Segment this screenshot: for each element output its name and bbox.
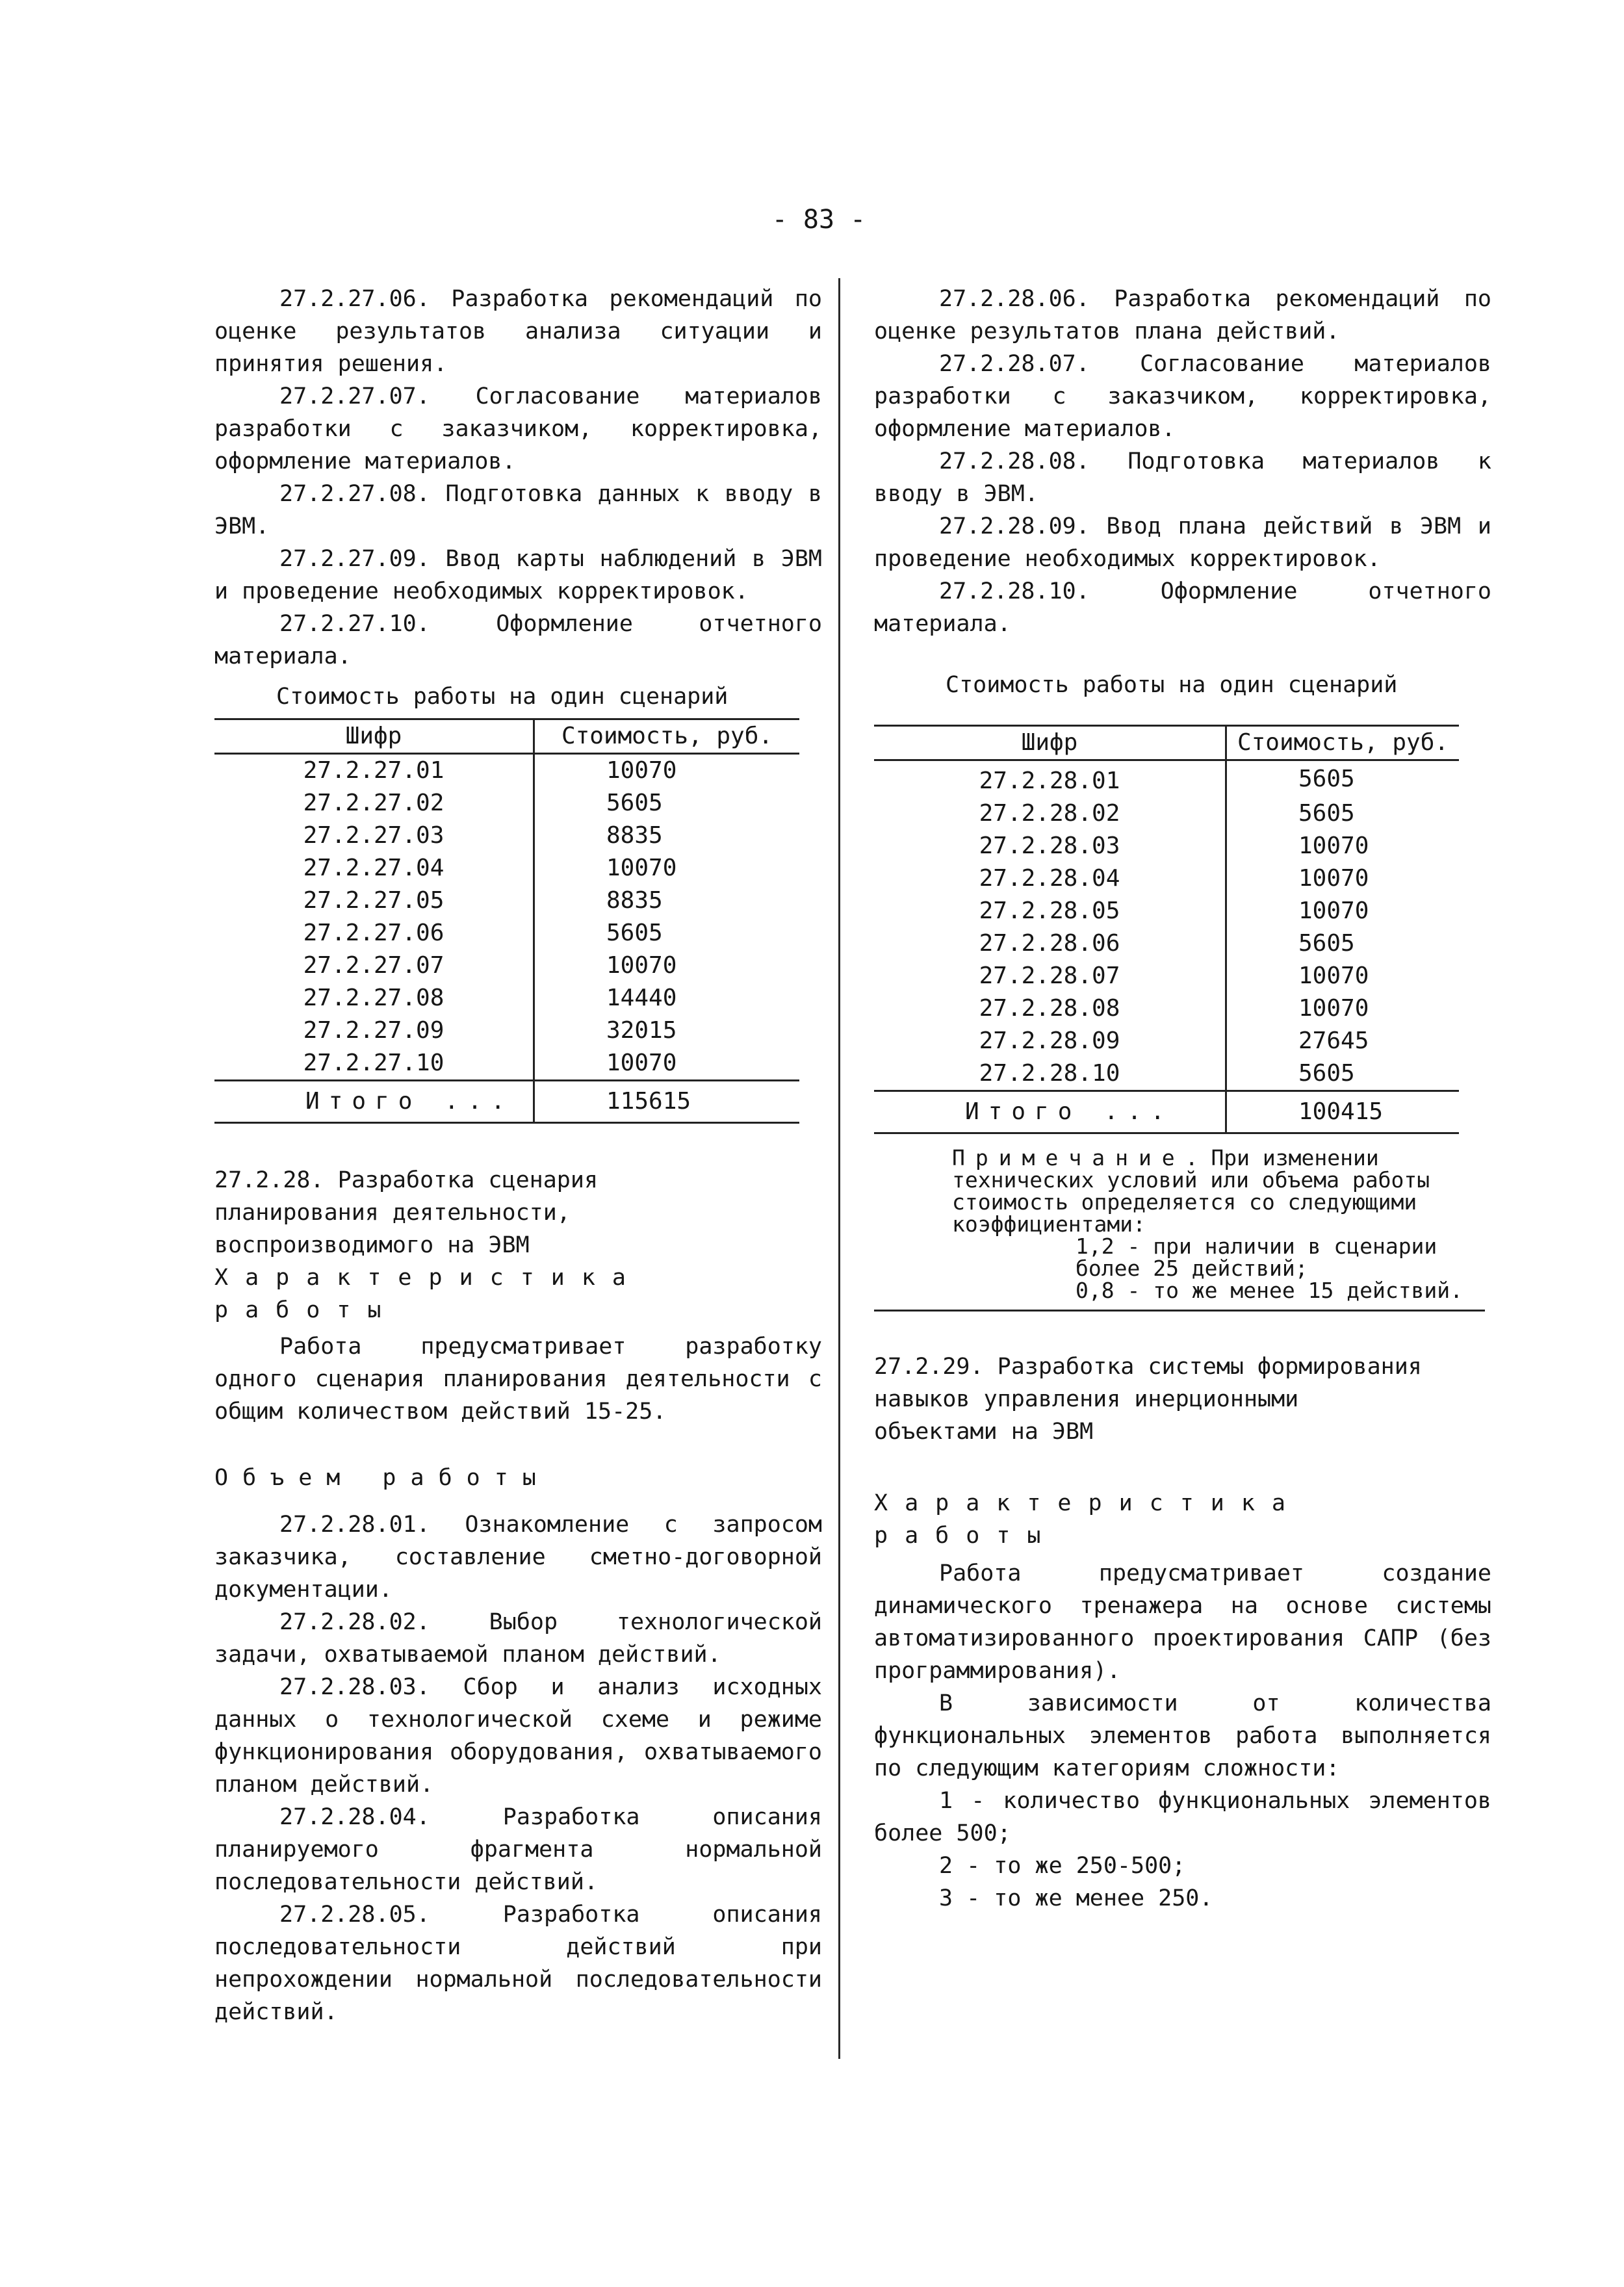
table-cell-code: 27.2.28.10 <box>874 1057 1226 1091</box>
category-item: 2 - то же 250-500; <box>939 1853 1186 1879</box>
table-row <box>214 1014 799 1047</box>
table-cell-code: 27.2.28.01 <box>874 760 1226 798</box>
section-title: навыков управления инерционными <box>874 1386 1299 1412</box>
category-item: 1 - количество функциональных элементов более 500; <box>874 1788 1491 1846</box>
table-cell-cost: 27645 <box>1298 1027 1369 1054</box>
paragraph: Работа предусматривает разработку одного сценария планирования деятельности с общим количеством действий 15-25. <box>214 1334 822 1425</box>
table-cell-code: 27.2.27.09 <box>214 1014 534 1047</box>
paragraph: 27.2.28.06. Разработка рекомендаций по оценке результатов плана действий. <box>874 286 1491 344</box>
table-cell-cost: 10070 <box>1298 865 1369 892</box>
table-row <box>874 1057 1459 1091</box>
note-coefficient-2: 0,8 - то же менее 15 действий. <box>1076 1278 1463 1303</box>
paragraph: 27.2.27.10. Оформление отчетного материала. <box>214 611 822 669</box>
paragraph: 27.2.28.09. Ввод плана действий в ЭВМ и проведение необходимых корректировок. <box>874 513 1491 572</box>
paragraph: Работа предусматривает создание динамического тренажера на основе системы автоматизированного проектирования САПР (без программирования). <box>874 1560 1491 1684</box>
table-cell-cost: 10070 <box>1298 995 1369 1022</box>
table-cell-code: 27.2.28.02 <box>874 797 1226 830</box>
table-row <box>874 797 1459 830</box>
paragraph: 27.2.28.10. Оформление отчетного материала. <box>874 578 1491 637</box>
table-cell-cost: 5605 <box>1298 930 1355 957</box>
paragraph: 27.2.28.07. Согласование материалов разработки с заказчиком, корректировка, оформление материалов. <box>874 351 1491 442</box>
table-header-code: Шифр <box>874 726 1226 760</box>
table-cell-cost: 32015 <box>606 1017 677 1044</box>
table-row <box>214 820 799 852</box>
table-row <box>214 852 799 885</box>
table-cell-cost: 10070 <box>606 1050 677 1076</box>
table-cell-cost: 10070 <box>1298 833 1369 859</box>
table-header-cost: Стоимость, руб. <box>1226 726 1460 760</box>
table-row <box>214 950 799 982</box>
table-header-cost: Стоимость, руб. <box>534 719 800 754</box>
table-cell-cost: 10070 <box>606 855 677 881</box>
table-cell-cost: 8835 <box>606 887 663 914</box>
table-cell-code: 27.2.27.03 <box>214 820 534 852</box>
cost-caption: Стоимость работы на один сценарий <box>276 684 728 710</box>
table-cell-code: 27.2.28.09 <box>874 1025 1226 1057</box>
left-column <box>214 283 822 2028</box>
table-cell-code: 27.2.28.04 <box>874 862 1226 895</box>
table-row <box>874 862 1459 895</box>
category-item: 3 - то же менее 250. <box>939 1885 1213 1911</box>
note-intro: При изменении технических условий или объема работы стоимость определяется со следующими коэффициентами: <box>952 1145 1430 1237</box>
table-cell-code: 27.2.27.10 <box>214 1047 534 1081</box>
table-cell-code: 27.2.28.06 <box>874 927 1226 960</box>
volume-item: 27.2.28.03. Сбор и анализ исходных данных о технологической схеме и режиме функционирования оборудования, охватываемого планом действий. <box>214 1674 822 1798</box>
table-row <box>214 917 799 950</box>
section-title: планирования деятельности, <box>214 1200 571 1226</box>
section-title: 27.2.28. Разработка сценария <box>214 1167 599 1193</box>
cost-table <box>214 718 799 1124</box>
table-cell-code: 27.2.27.05 <box>214 885 534 917</box>
table-total-label: Итого ... <box>214 1081 534 1123</box>
table-cell-cost: 10070 <box>606 952 677 979</box>
page-number: - 83 - <box>771 205 866 235</box>
table-cell-code: 27.2.28.03 <box>874 830 1226 862</box>
table-cell-cost: 5605 <box>1298 766 1355 792</box>
characteristic-heading: Характеристика работы <box>214 1265 643 1323</box>
paragraph: 27.2.27.06. Разработка рекомендаций по оценке результатов анализа ситуации и принятия решения. <box>214 286 822 377</box>
cost-table <box>874 725 1459 1134</box>
paragraph: 27.2.27.08. Подготовка данных к вводу в ЭВМ. <box>214 481 822 539</box>
paragraph: 27.2.27.09. Ввод карты наблюдений в ЭВМ и проведение необходимых корректировок. <box>214 546 822 604</box>
table-row <box>874 992 1459 1025</box>
volume-item: 27.2.28.04. Разработка описания планируемого фрагмента нормальной последовательности действий. <box>214 1804 822 1895</box>
section-title: воспроизводимого на ЭВМ <box>214 1232 530 1258</box>
column-divider <box>838 278 840 2059</box>
table-cell-code: 27.2.28.05 <box>874 895 1226 927</box>
table-cell-code: 27.2.27.08 <box>214 982 534 1014</box>
table-cell-cost: 10070 <box>1298 898 1369 924</box>
table-row <box>874 760 1459 798</box>
table-cell-cost: 5605 <box>606 790 663 816</box>
table-cell-code: 27.2.27.07 <box>214 950 534 982</box>
table-total-row <box>874 1091 1459 1133</box>
table-cell-cost: 5605 <box>1298 1060 1355 1087</box>
section-title: объектами на ЭВМ <box>874 1419 1094 1445</box>
table-cell-code: 27.2.27.01 <box>214 754 534 788</box>
table-row <box>874 960 1459 992</box>
volume-item: 27.2.28.05. Разработка описания последовательности действий при непрохождении нормальной последовательности действий. <box>214 1902 822 2025</box>
cost-caption: Стоимость работы на один сценарий <box>946 672 1398 698</box>
section-title: 27.2.29. Разработка системы формирования <box>874 1354 1422 1380</box>
table-cell-cost: 5605 <box>1298 800 1355 827</box>
note-coefficient-1: 1,2 - при наличии в сценарии более 25 действий; <box>1076 1234 1437 1281</box>
table-cell-cost: 10070 <box>1298 963 1369 989</box>
table-cell-code: 27.2.28.08 <box>874 992 1226 1025</box>
table-row <box>214 1047 799 1081</box>
table-cell-cost: 5605 <box>606 920 663 946</box>
paragraph: 27.2.28.08. Подготовка материалов к вводу в ЭВМ. <box>874 448 1491 507</box>
table-total-value: 100415 <box>1226 1091 1460 1133</box>
table-total-label: Итого ... <box>874 1091 1226 1133</box>
paragraph: 27.2.27.07. Согласование материалов разработки с заказчиком, корректировка, оформление материалов. <box>214 383 822 474</box>
characteristic-heading: Характеристика работы <box>874 1490 1303 1549</box>
table-row <box>874 895 1459 927</box>
note-block <box>874 1147 1472 1302</box>
table-cell-cost: 8835 <box>606 822 663 849</box>
volume-item: 27.2.28.01. Ознакомление с запросом заказчика, составление сметно-договорной документации. <box>214 1512 822 1603</box>
table-cell-code: 27.2.27.06 <box>214 917 534 950</box>
note-label: Примечание <box>952 1145 1185 1170</box>
table-total-value: 115615 <box>534 1081 800 1123</box>
table-header-code: Шифр <box>214 719 534 754</box>
table-row <box>214 754 799 788</box>
table-cell-cost: 14440 <box>606 985 677 1011</box>
table-cell-cost: 10070 <box>606 757 677 784</box>
table-cell-code: 27.2.27.04 <box>214 852 534 885</box>
table-row <box>214 982 799 1014</box>
table-cell-code: 27.2.28.07 <box>874 960 1226 992</box>
right-column <box>874 283 1491 1915</box>
table-row <box>874 927 1459 960</box>
table-cell-code: 27.2.27.02 <box>214 787 534 820</box>
table-row <box>214 787 799 820</box>
table-row <box>214 885 799 917</box>
volume-heading: Объем работы <box>214 1465 550 1491</box>
paragraph: В зависимости от количества функциональных элементов работа выполняется по следующим категориям сложности: <box>874 1690 1491 1781</box>
volume-item: 27.2.28.02. Выбор технологической задачи, охватываемой планом действий. <box>214 1609 822 1668</box>
table-row <box>874 1025 1459 1057</box>
table-row <box>874 830 1459 862</box>
table-total-row <box>214 1081 799 1123</box>
note-first-line: Примечание. При изменении технических условий или объема работы стоимость определяется со следующими коэффициентами: <box>952 1145 1430 1237</box>
